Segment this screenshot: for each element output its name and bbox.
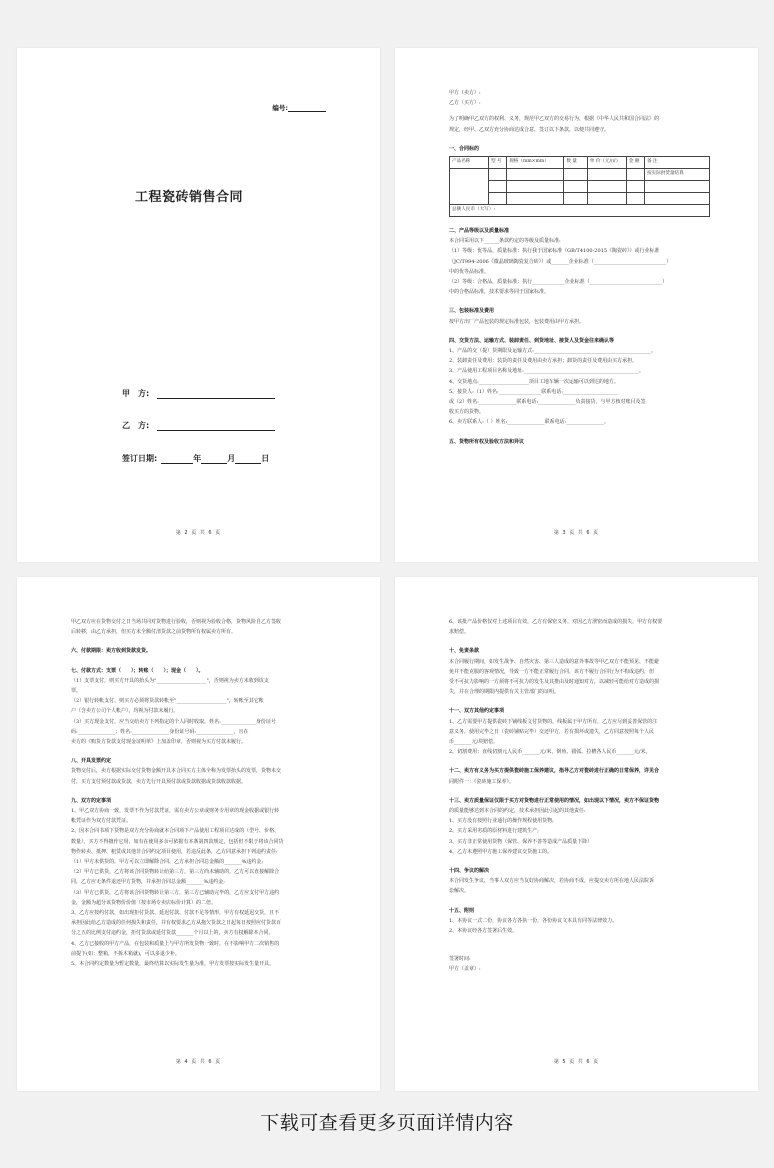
text-line: 6、该批产品价格仅对上述项目有效，乙方有保密义务，对因乙方泄密而造成的损失，甲方有权要 <box>449 619 663 625</box>
text-line: （1）支票支付，则买方开具的抬头为"____________________"，否则视为卖方未收到该支 <box>71 677 269 684</box>
year-label: 年 <box>193 454 202 463</box>
text-line: 1、甲乙双方协商一致，发票不作为付款凭证，需有卖方公章或财务专用章的现金收据或银行转 <box>71 808 280 815</box>
text-line: 甲乙双方应在货物交付之日当场共同对货物进行验收，否则视为验收合格，货物风险自乙方签收 <box>71 619 282 625</box>
text-line: 1、产品的交（提）货期限及运输方式:_______________________________________________。 <box>449 348 657 355</box>
text-line: 票。 <box>71 688 82 695</box>
text-line: 收买方的货物。 <box>449 409 485 416</box>
table-row <box>450 181 710 193</box>
text-line: （1）甲方未供货的，甲方可以立即解除合同，乙方承担合同总金额的_______%违约金; <box>71 859 264 866</box>
text-line: 分之五的比例支付违约金，拒付货款或延付货款_______个月以上的，卖方有权解除本合同。 <box>71 930 274 937</box>
page-text <box>449 617 710 975</box>
day-label: 日 <box>261 454 270 463</box>
text-line: 1、本协议一式二份，协议各方各执一份，各份协议文本具有同等法律效力。 <box>449 917 618 924</box>
contract-number <box>272 103 326 112</box>
text-line: 币_______元/块赔偿。 <box>449 739 499 746</box>
text-line: 1、乙方需要甲方提供瓷砖下铺线板文付货物的，线板属于甲方所有，乙方应尽到妥善保管的注 <box>449 718 658 725</box>
section-heading: 五、货物所有权及验收方法和异议 <box>449 438 525 445</box>
section-heading: 十四、争议的解决 <box>449 868 490 875</box>
text-line: 讼解决。 <box>449 888 470 895</box>
contract-item-table <box>449 156 710 217</box>
table-total-cell: 总额人民币（大写）: <box>450 205 710 217</box>
text-line: （JC/T994-2006《微晶玻璃陶瓷复合砖》）或_______企业标准（_____________________________） <box>449 258 672 265</box>
party-b-label: 乙 方: <box>122 421 150 430</box>
month-label: 月 <box>227 454 236 463</box>
text-line: 码:_______________；姓名:_______________身份证号码:_______________，且在 <box>71 728 249 735</box>
text-line: 承担因此给乙方造成的任何损失和责任，并有权要求乙方从拖欠货款之日起每日按照应付货款百 <box>71 920 282 927</box>
section-heading: 七、付款方式：支票（ ）；转账（ ）；现金（ ）。 <box>71 667 204 674</box>
page-text-block <box>449 617 710 975</box>
page-text <box>449 88 710 447</box>
section-heading: 三、包装标准及费用 <box>449 308 495 315</box>
table-header-cell: 单 价（元/㎡） <box>587 157 626 169</box>
text-line: 甲方（盖章）: <box>449 966 481 973</box>
text-line: 4、乙方已接收的甲方产品，在包装和质量上与甲方所发货物一致时，在不影响甲方二次销售的 <box>71 940 280 947</box>
section-heading: 八、开具发票约定 <box>71 758 112 765</box>
page-number: 第 3 页 共 6 页 <box>553 530 600 536</box>
text-line: 免并不能克服的客观情况，导致一方不能正常履行合同，该方不履行合同行为不构成违约，但 <box>449 668 655 675</box>
text-line: 按甲方出厂产品包装的规定标准包装，包装费用由甲方承担。 <box>449 318 585 325</box>
party-a-blank <box>157 389 275 399</box>
text-line: 2、本协议经各方签署后生效。 <box>449 928 518 935</box>
text-line: 的质量能够达到本合同的约定，技术承担因此引起的其他责任: <box>449 808 586 815</box>
contract-cover-page <box>17 48 380 562</box>
table-header-row <box>450 157 710 169</box>
page-number: 第 2 页 共 6 页 <box>175 530 222 536</box>
month-blank <box>201 454 227 464</box>
section-heading: 十三、卖方质量保证仅限于买方对货物进行正常使用的情况，如出现以下情况，卖方不保证货物 <box>449 797 660 804</box>
text-line: 甲方（卖方）: <box>449 90 481 96</box>
text-line: 2、买方采用劣质的原材料进行建筑生产; <box>449 828 539 835</box>
text-line: 物作转卖、抵押、租赁或其他非合同约定项目使用，若违反此条，乙方同意承担下列违约责任: <box>71 848 278 855</box>
text-line: 规定，经甲、乙双方充分协商达成合意，签订以下条款，以便共同遵守。 <box>449 126 610 133</box>
year-blank <box>161 454 193 464</box>
page-number: 第 5 页 共 6 页 <box>553 1059 600 1065</box>
text-line: 失，并在合理的期限内提供有关主管部门的证明。 <box>449 689 560 696</box>
section-heading: 十一、双方其他约定事项 <box>449 708 505 715</box>
text-line: 中的优等品标准。 <box>449 268 490 275</box>
download-more-caption[interactable]: 下载可查看更多页面详情内容 <box>260 1112 514 1134</box>
day-blank <box>235 454 261 464</box>
text-line: 中的合格品标准，技术要求等同于国家标准。 <box>449 289 550 296</box>
party-b-field <box>122 420 275 431</box>
text-line: 本合同采用以下______条款约定的等级及质量标准: <box>449 238 561 245</box>
text-line: 1、买方没有按照行业通行的操作规程使用货物; <box>449 818 554 825</box>
text-line: 同，乙方应无条件退还甲方货物，并承担合同总金额_______%违约金; <box>71 879 225 886</box>
page-text-block <box>449 88 710 154</box>
section-heading: 十五、附则 <box>449 907 475 914</box>
table-row <box>450 169 710 181</box>
contract-title: 工程瓷砖销售合同 <box>135 190 244 205</box>
text-line: 求赔偿。 <box>449 629 470 636</box>
text-line: 受不可抗力影响的一方须将不可抗力的发生及其推由及时通知对方，以减轻可能给对方造成的损 <box>449 679 660 686</box>
party-b-blank <box>157 421 275 431</box>
page-text-block <box>449 226 710 447</box>
contract-page-4 <box>17 577 380 1091</box>
section-heading: 二、产品等级以及质量标准 <box>449 228 510 235</box>
table-total-row <box>450 205 710 217</box>
section-heading: 四、交货方法、运输方式、装卸责任、到货地址、接货人及货金往来确认等 <box>449 337 615 344</box>
text-line: 2、切割费用：直线切割元人民币_______元/米，倒角、圆弧、拉槽各人民币_______元/米。 <box>449 749 651 756</box>
text-line: （3）甲方已供货，乙方将该合同货物转让第三方，第三方已辅助完毕的，乙方应支付甲方违约 <box>71 889 280 896</box>
text-line: 数量），买方不得擅作它用，如有在使用多余可依据有本条第四款规定，包括但不限于将该合同货 <box>71 838 284 845</box>
sign-date-field <box>122 453 269 464</box>
text-line: 4、乙方未遵照甲方施工保养建议交货施工的。 <box>449 848 553 855</box>
text-line: 5、本合同约定数量为暂定数量，最终结算以实际发生量为准，甲方发票按实际发生量开具。 <box>71 961 275 968</box>
text-line: 意义务，使用完毕之日（瓷砖铺贴完毕）交还甲方，若有损坏或遗失，乙方同意按照每个人民 <box>449 728 655 735</box>
table-note-cell: 按实际供货量结算 <box>644 169 709 181</box>
text-line: 户（含卖方公司个人帐户），均视为付款未履行。 <box>71 708 179 715</box>
text-line: 3、产品使用工程项目名称及地址:______________________________________________。 <box>449 368 644 375</box>
table-header-cell: 产品名称 <box>450 157 489 169</box>
table-header-cell: 规格（mm×mm） <box>507 157 564 169</box>
text-line: 卖方的《购货方货款支付现金证明单》上加盖印章，否则视为买方付款未履行。 <box>71 739 247 746</box>
text-line: 金，金额为超分该货物价价值（按市场专卖店标价计算）的二倍。 <box>71 899 217 906</box>
text-line: （2）甲方已供货，乙方将该合同货物转让给第三方，第三方尚未辅助的，乙方可以直接解除合 <box>71 869 280 876</box>
contract-number-label: 编号: <box>272 104 288 112</box>
text-line: （3）买方现金支付，应当交给卖方下列指定的个人同时收取，姓名:______________身份证号 <box>71 718 276 725</box>
page-number: 第 4 页 共 6 页 <box>175 1059 222 1065</box>
text-line: 3、买方非正常使用货物（保管、保养不善等造成产品质量下降） <box>449 838 593 845</box>
contract-number-blank <box>288 104 326 112</box>
text-line: 3、乙方应按约付款，如出现拒付货款、延迟付款、付款不足等情形，甲方有权延迟交货，且不 <box>71 910 280 917</box>
text-line: 前提下(如：整箱，不拆木箱就)，可以多退少补。 <box>71 950 180 957</box>
sign-date-label: 签订日期: <box>122 454 158 463</box>
page-text <box>71 617 332 969</box>
text-line: （2）银行转帐支付，则买方必须将货款转帐至"____________________"，转帐至其它帐 <box>71 698 264 705</box>
text-line: 4、交货地点:____________________项目工地车辆一次运输可以到达的地方。 <box>449 378 619 385</box>
text-line: 帐凭证作为双方付款凭证。 <box>71 818 132 825</box>
section-heading: 一、合同标的 <box>449 145 480 152</box>
text-line: 或（2）姓名:_______________联系电话:_______________负责接货，与甲方核对账目及签 <box>449 399 646 406</box>
table-header-cell: 数 量 <box>564 157 587 169</box>
text-line: （2）等级：合格品，质量标准：执行_____________企业标准（_____________________________） <box>449 279 668 286</box>
table-header-cell: 备 注 <box>644 157 709 169</box>
text-line: 签署时间: <box>449 956 471 963</box>
text-line: 后转移，由乙方承担，但买方未全额付清货款之前货物所有权属卖方所有。 <box>71 629 237 636</box>
text-line: （1）等级：优等品，质量标准：执行我于国家标准（GB/T4100-2015《陶瓷砖》）或行业标准 <box>449 248 660 255</box>
contract-page-5 <box>395 577 758 1091</box>
text-line: 本合同履行期间，如发生战争、自然灾害、第三人造成的意外事故等甲乙双方不能预见、不能避 <box>449 658 660 665</box>
text-line: 2、因本合同书项下货物是双方充分协商就本合同项下产品使用工程项目达成的（型号、价格、 <box>71 828 280 835</box>
table-header-cell: 金 额 <box>626 157 644 169</box>
text-line: 同附件一：《瓷砖施工保养》。 <box>449 778 515 785</box>
section-heading: 十二、卖方有义务为买方提供瓷砖施工保养建议，指导乙方对瓷砖进行正确的日常保养，详见合 <box>449 768 660 775</box>
text-line: 为了明确甲乙双方的权利、义务，规范甲乙双方的交易行为，根据《中华人民共和国合同法》的 <box>449 116 660 123</box>
text-line: 5、接货人:（1）姓名:_________________联系电话:______________________ <box>449 388 618 395</box>
table-row <box>450 193 710 205</box>
section-heading: 九、双方的定事项 <box>71 797 112 804</box>
party-a-label: 甲 方: <box>122 389 150 398</box>
section-heading: 六、付款期限：卖方收到货款发货。 <box>71 648 152 655</box>
text-line: 6、卖方联系人:（ ）姓名:_______________联系电话:_______________。 <box>449 419 609 426</box>
text-line: 2、装卸责任及费用：装货的责任及费用由卖方承担；卸货的责任及费用由买方承担。 <box>449 358 638 365</box>
party-a-field <box>122 388 275 399</box>
text-line: 付，买方支付预付款或货款，卖方先行开具预付款或货款收据或货款收款收据。 <box>71 778 247 785</box>
section-heading: 十、免责条款 <box>449 648 480 655</box>
text-line: 本合同发生争议，当事人双方应当友好协商解决，若协商不成，应提交卖方所在地人民法院诉 <box>449 878 655 885</box>
text-line: 货物交付后，卖方根据实际交付货物金额开具本合同买方主体全称为发票抬头的发票，货物未交 <box>71 768 282 775</box>
table-header-cell: 型 号 <box>489 157 507 169</box>
page-text-block <box>71 617 332 969</box>
text-line: 乙方（买方）: <box>449 100 481 107</box>
contract-page-3 <box>395 48 758 562</box>
